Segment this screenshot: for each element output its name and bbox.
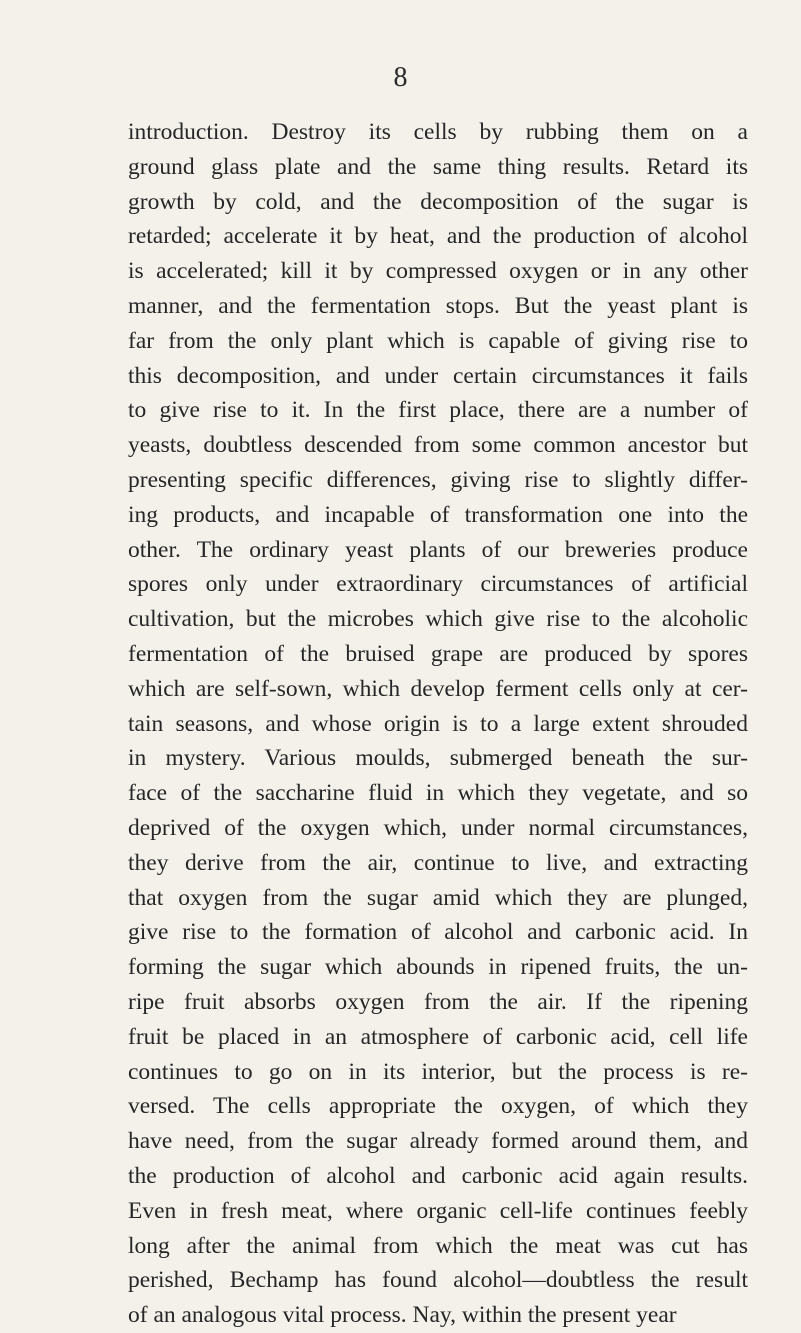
- text-line: of an analogous vital process. Nay, within the present year: [128, 1302, 677, 1329]
- text-line: manner, and the fermentation stops. But the yeast plant is: [128, 292, 748, 319]
- text-line: retarded; accelerate it by heat, and the production of alcohol: [128, 223, 748, 250]
- text-line: Even in fresh meat, where organic cell-life continues feebly: [128, 1197, 748, 1224]
- text-line: is accelerated; kill it by compressed oxygen or in any other: [128, 258, 748, 285]
- text-line: ing products, and incapable of transformation one into the: [128, 501, 748, 528]
- text-line: tain seasons, and whose origin is to a large extent shrouded: [128, 710, 748, 737]
- text-line: they derive from the air, continue to live, and extracting: [128, 849, 748, 876]
- text-line: give rise to the formation of alcohol and carbonic acid. In: [128, 919, 748, 946]
- text-line: deprived of the oxygen which, under normal circumstances,: [128, 814, 748, 841]
- text-line: introduction. Destroy its cells by rubbing them on a: [128, 119, 748, 145]
- text-line: ripe fruit absorbs oxygen from the air. If the ripening: [128, 988, 748, 1015]
- text-line: the production of alcohol and carbonic acid again results.: [128, 1162, 748, 1189]
- text-line: cultivation, but the microbes which give rise to the alcoholic: [128, 606, 748, 633]
- text-line: spores only under extraordinary circumstances of artificial: [128, 571, 748, 598]
- text-line: long after the animal from which the meat was cut has: [128, 1232, 748, 1259]
- text-line: ground glass plate and the same thing results. Retard its: [128, 153, 748, 180]
- text-line: this decomposition, and under certain circumstances it fails: [128, 362, 748, 389]
- text-line: in mystery. Various moulds, submerged beneath the sur-: [128, 745, 748, 772]
- text-line: fruit be placed in an atmosphere of carbonic acid, cell life: [128, 1023, 748, 1050]
- text-line: have need, from the sugar already formed around them, and: [128, 1128, 748, 1155]
- text-line: that oxygen from the sugar amid which they are plunged,: [128, 884, 748, 911]
- text-line: perished, Bechamp has found alcohol—doubtless the result: [128, 1267, 748, 1294]
- text-line: to give rise to it. In the first place, there are a number of: [128, 397, 748, 424]
- text-line: far from the only plant which is capable of giving rise to: [128, 327, 748, 354]
- text-line: forming the sugar which abounds in ripened fruits, the un-: [128, 954, 748, 981]
- text-line: fermentation of the bruised grape are produced by spores: [128, 640, 748, 667]
- text-line: which are self-sown, which develop ferment cells only at cer-: [128, 675, 748, 702]
- page-number: 8: [393, 62, 408, 93]
- text-line: presenting specific differences, giving rise to slightly differ-: [128, 466, 748, 493]
- body-text: [128, 115, 748, 1333]
- text-line: face of the saccharine fluid in which they vegetate, and so: [128, 780, 748, 807]
- text-line: continues to go on in its interior, but the process is re-: [128, 1058, 748, 1085]
- text-line: growth by cold, and the decomposition of the sugar is: [128, 188, 748, 215]
- text-line: yeasts, doubtless descended from some common ancestor but: [128, 432, 748, 459]
- text-line: versed. The cells appropriate the oxygen, of which they: [128, 1093, 748, 1120]
- text-line: other. The ordinary yeast plants of our breweries produce: [128, 536, 748, 563]
